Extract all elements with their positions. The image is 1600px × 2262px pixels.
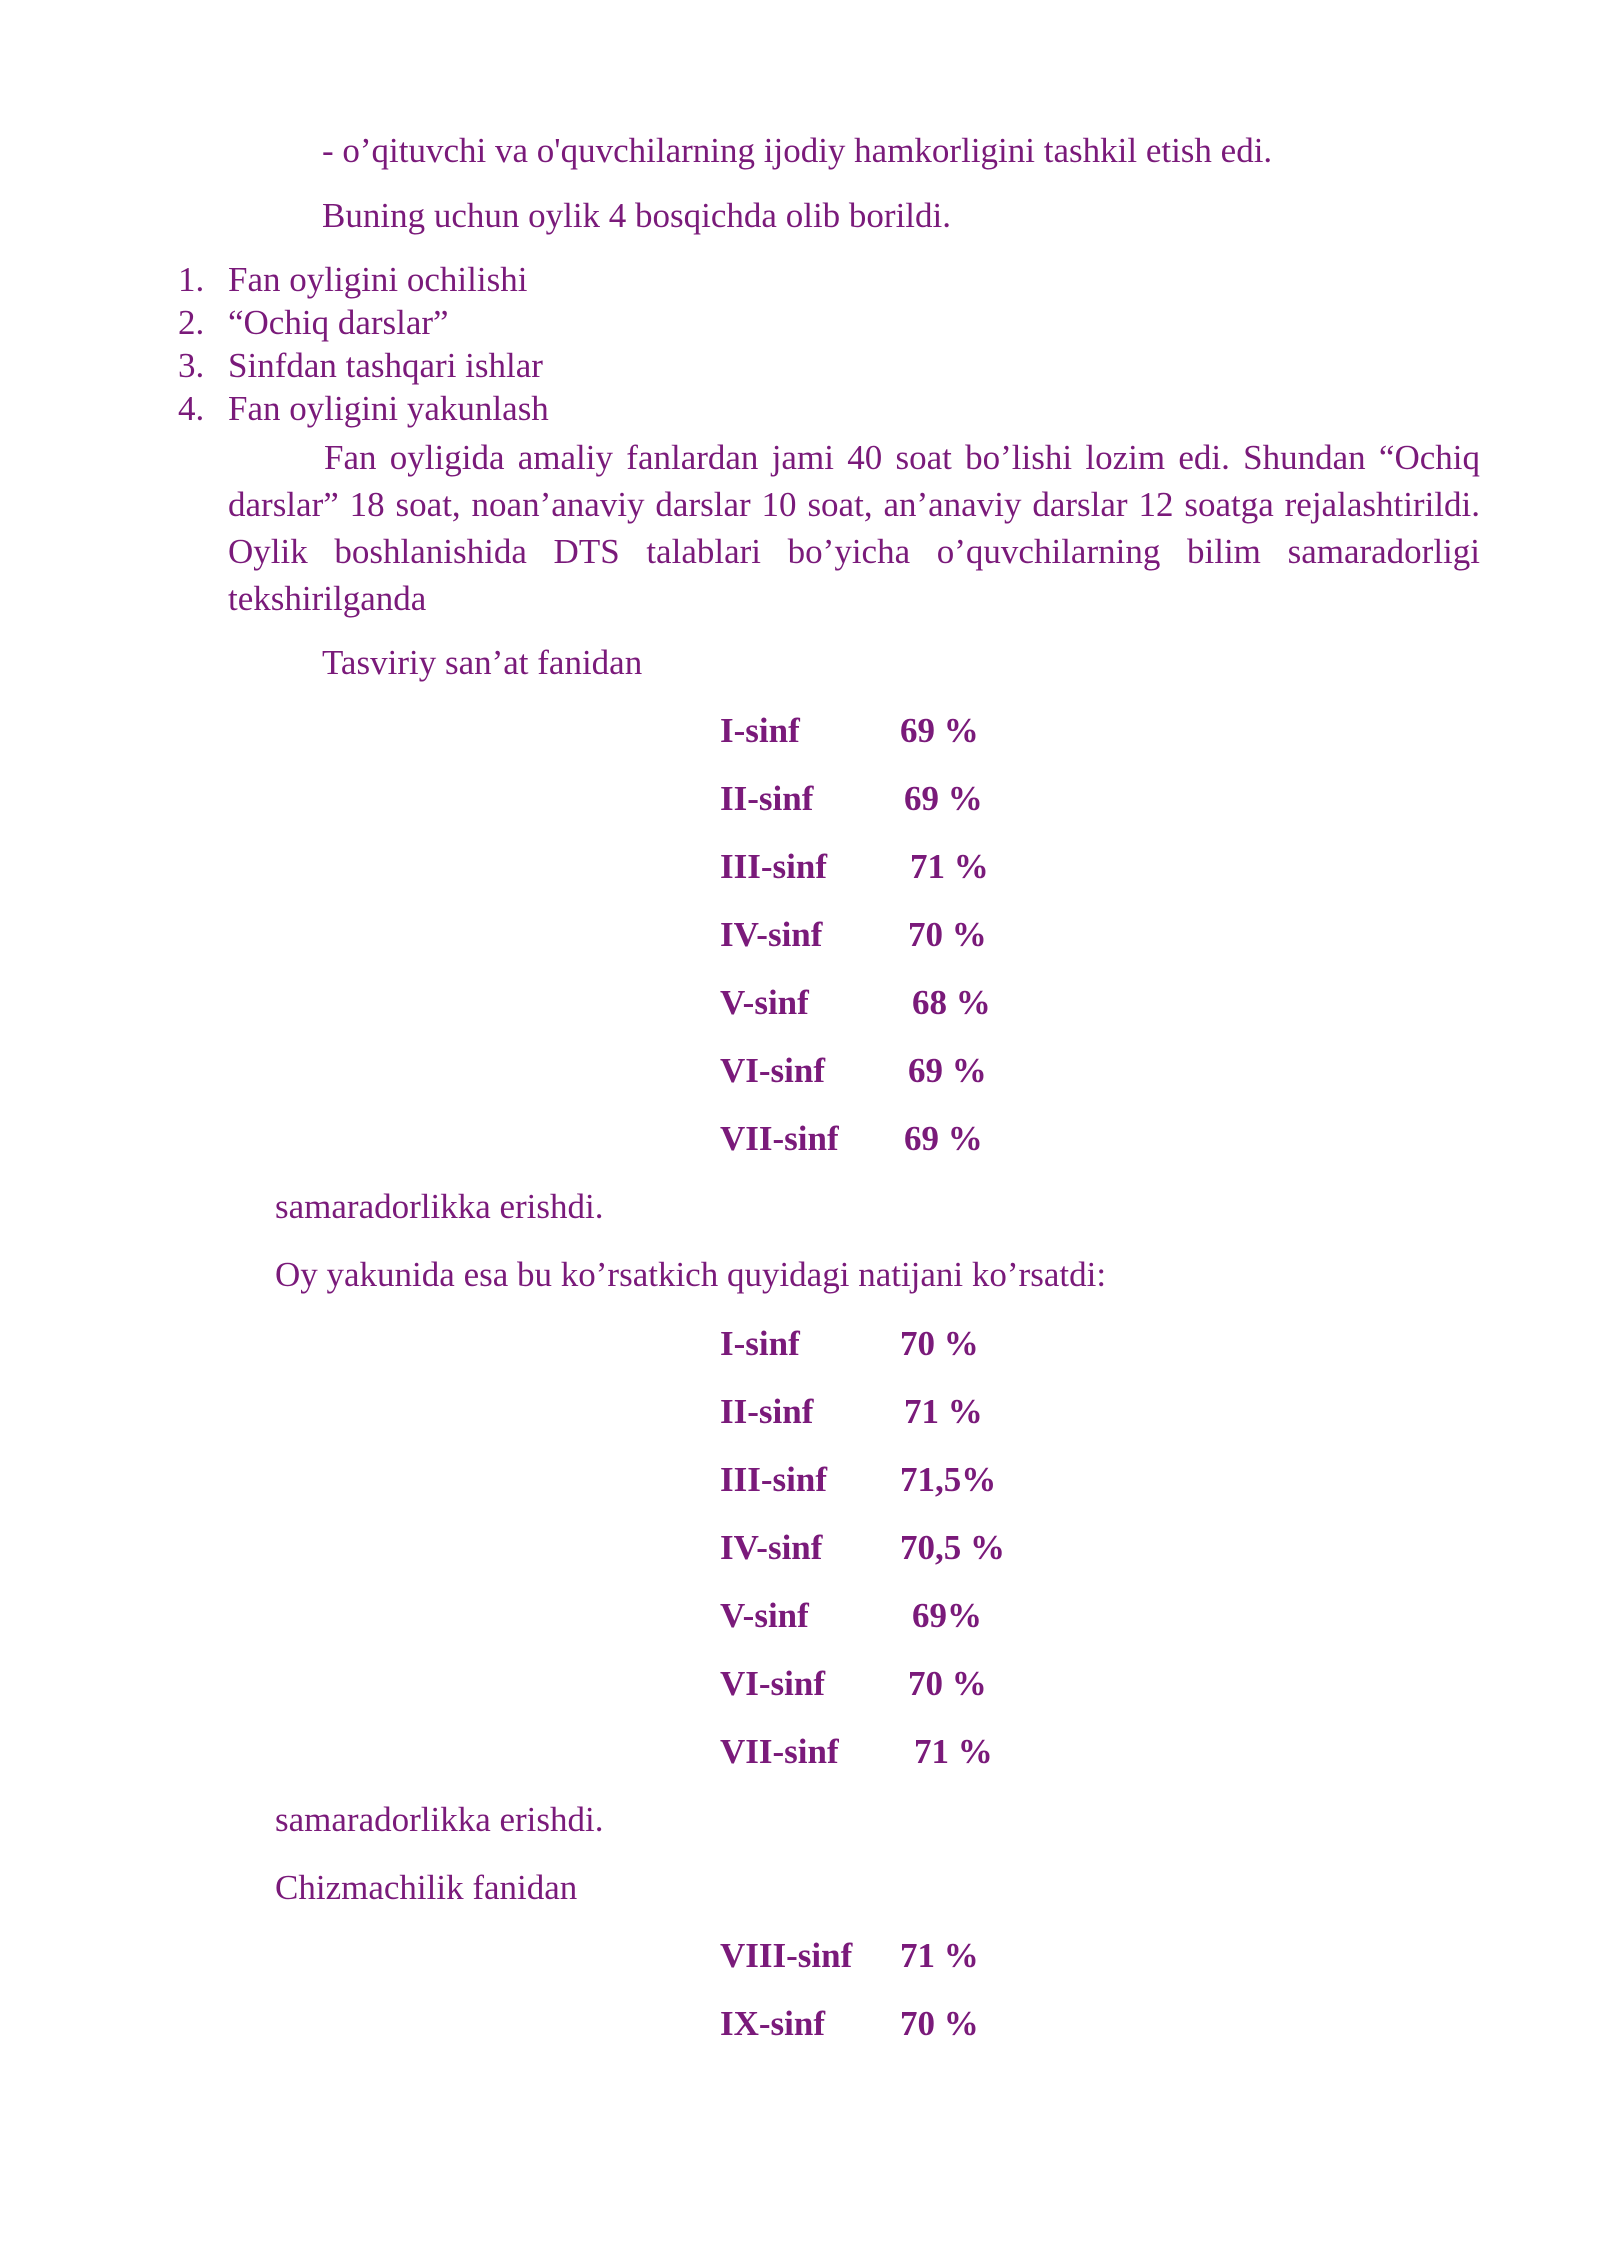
list-item: 1. Fan oyligini ochilishi <box>178 260 528 299</box>
subject-drawing-heading: Chizmachilik fanidan <box>275 1868 578 1907</box>
result-text: samaradorlikka erishdi. <box>275 1187 604 1226</box>
intro-line: - o’qituvchi va o'quvchilarning ijodiy hamkorligini tashkil etish edi. <box>322 131 1273 170</box>
stages-intro: Buning uchun oylik 4 bosqichda olib borildi. <box>322 196 951 235</box>
result-text: samaradorlikka erishdi. <box>275 1800 604 1839</box>
end-intro: Oy yakunida esa bu ko’rsatkich quyidagi natijani ko’rsatdi: <box>275 1255 1107 1294</box>
stages-list <box>178 258 549 430</box>
list-item: 2. “Ochiq darslar” <box>178 303 449 342</box>
list-item: 3. Sinfdan tashqari ishlar <box>178 346 543 385</box>
hours-paragraph: Fan oyligida amaliy fanlardan jami 40 soat bo’lishi lozim edi. Shundan “Ochiq darslar” 18 soat, noan’anaviy darslar 10 soat, an’anaviy darslar 12 soatga rejalashtirildi. Oylik boshlanishida DTS talablari bo’yicha o’quvchilarning bilim samaradorligi tekshirilganda <box>228 438 1480 618</box>
list-item: 4. Fan oyligini yakunlash <box>178 389 549 428</box>
subject-art-heading: Tasviriy san’at fanidan <box>322 643 643 682</box>
